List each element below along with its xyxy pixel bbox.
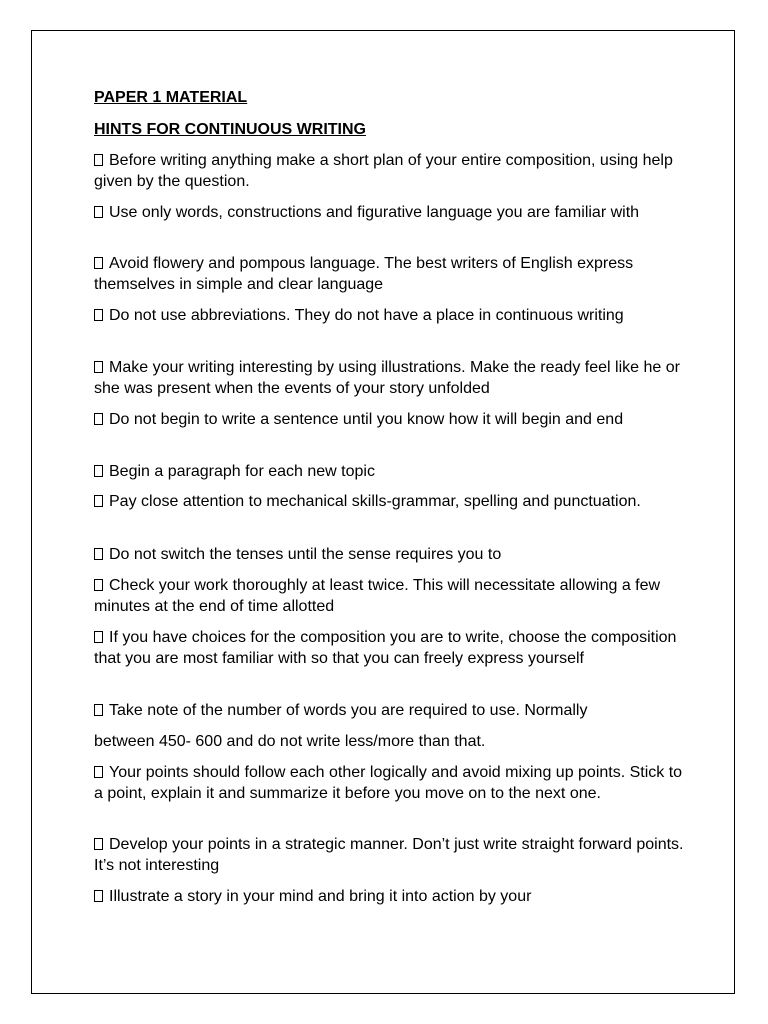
hint-text: Begin a paragraph for each new topic [109, 463, 375, 480]
document-subtitle: HINTS FOR CONTINUOUS WRITING [94, 121, 366, 138]
hint-item [94, 305, 694, 326]
hint-item [94, 762, 694, 804]
hint-text: between 450- 600 and do not write less/more than that. [94, 733, 486, 750]
hint-text: Use only words, constructions and figurative language you are familiar with [109, 204, 640, 221]
bullet-box-icon [94, 548, 103, 560]
hint-text: Do not use abbreviations. They do not have a place in continuous writing [109, 307, 624, 324]
hint-item [94, 575, 694, 617]
bullet-box-icon [94, 361, 103, 373]
bullet-box-icon [94, 257, 103, 269]
bullet-box-icon [94, 579, 103, 591]
hint-item [94, 461, 694, 482]
hint-text: Avoid flowery and pompous language. The best writers of English express themselves in simple and clear language [94, 255, 634, 293]
bullet-box-icon [94, 465, 103, 477]
hint-text: Take note of the number of words you are required to use. Normally [109, 702, 588, 719]
bullet-box-icon [94, 631, 103, 643]
bullet-box-icon [94, 206, 103, 218]
hint-item [94, 202, 694, 223]
hint-text: Do not switch the tenses until the sense requires you to [109, 546, 502, 563]
hint-text: If you have choices for the composition you are to write, choose the composition that you are most familiar with so that you can freely express yourself [94, 629, 677, 667]
hint-text: Your points should follow each other logically and avoid mixing up points. Stick to a point, explain it and summarize it before you move on to the next one. [94, 764, 683, 802]
bullet-box-icon [94, 309, 103, 321]
hint-text: Illustrate a story in your mind and bring it into action by your [109, 888, 532, 905]
hint-item [94, 150, 694, 192]
bullet-box-icon [94, 704, 103, 716]
hint-text: Before writing anything make a short plan of your entire composition, using help given by the question. [94, 152, 673, 190]
hint-text: Check your work thoroughly at least twice. This will necessitate allowing a few minutes at the end of time allotted [94, 577, 661, 615]
bullet-box-icon [94, 766, 103, 778]
hint-item [94, 700, 694, 721]
hint-continuation [94, 731, 694, 752]
bullet-box-icon [94, 495, 103, 507]
hint-item [94, 253, 694, 295]
hint-item [94, 834, 694, 876]
bullet-box-icon [94, 838, 103, 850]
hint-text: Make your writing interesting by using illustrations. Make the ready feel like he or she was present when the events of your story unfolded [94, 359, 680, 397]
bullet-box-icon [94, 890, 103, 902]
bullet-box-icon [94, 154, 103, 166]
document-page [31, 30, 735, 994]
hint-item [94, 491, 694, 512]
hint-text: Do not begin to write a sentence until you know how it will begin and end [109, 411, 624, 428]
hint-text: Develop your points in a strategic manner. Don’t just write straight forward points. It’s not interesting [94, 836, 684, 874]
hint-item [94, 544, 694, 565]
bullet-box-icon [94, 413, 103, 425]
hint-item [94, 357, 694, 399]
hint-item [94, 886, 694, 907]
hint-item [94, 627, 694, 669]
document-title: PAPER 1 MATERIAL [94, 89, 248, 106]
hint-text: Pay close attention to mechanical skills-grammar, spelling and punctuation. [109, 493, 641, 510]
hint-item [94, 409, 694, 430]
